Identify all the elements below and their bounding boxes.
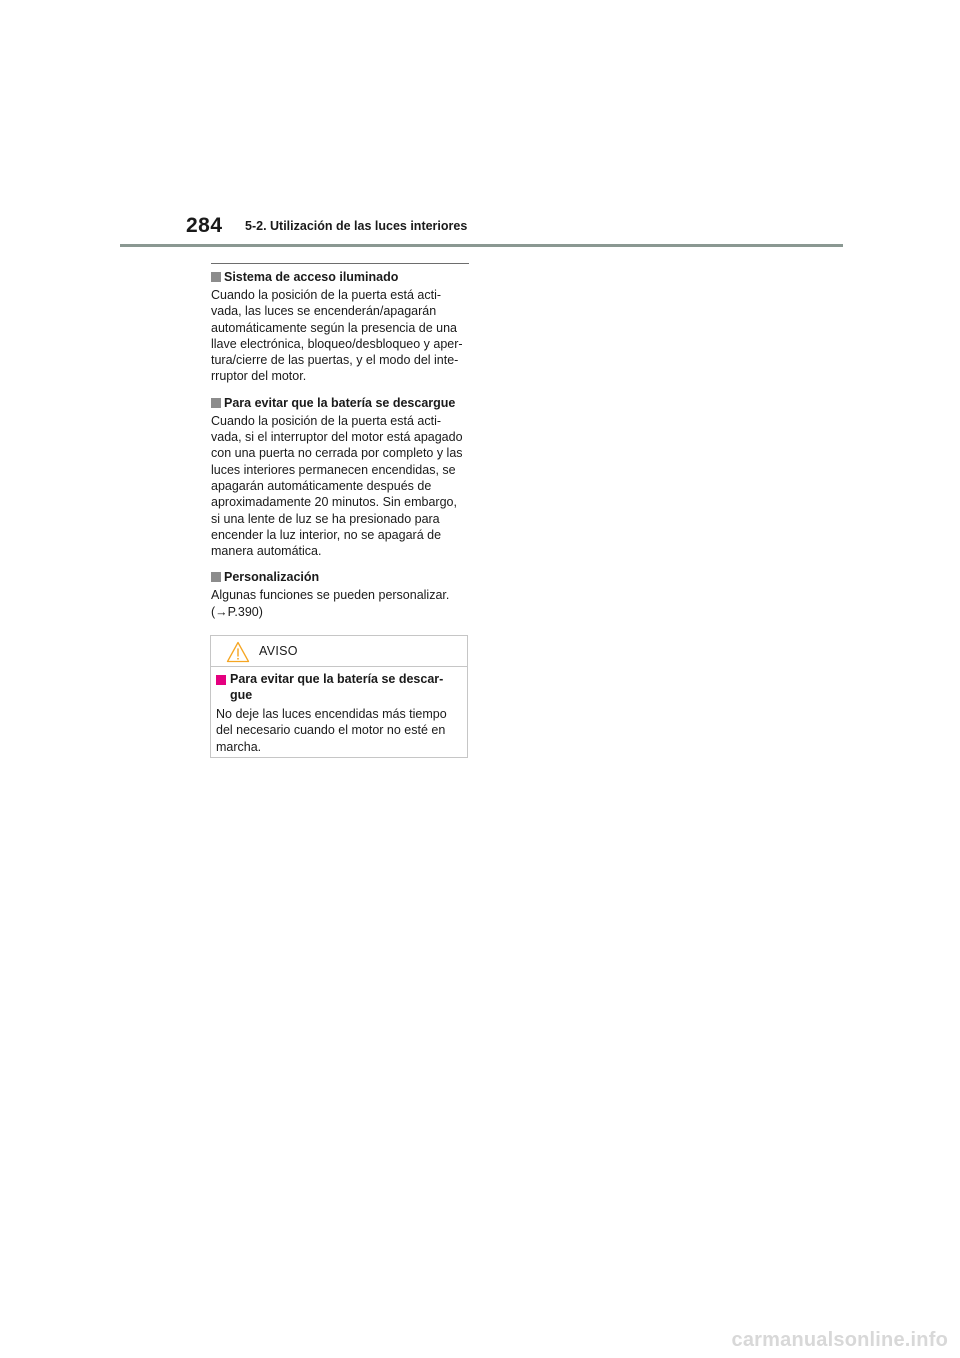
warning-text: No deje las luces encendidas más tiempo del necesario cuando el motor no esté en marcha. [216,707,447,754]
square-bullet-icon [216,675,226,685]
content-top-rule [211,263,469,264]
section-title: 5-2. Utilización de las luces interiores [245,219,468,233]
section-heading: Sistema de acceso iluminado [211,269,469,285]
page-number: 284 [186,214,223,237]
section-body: Cuando la posición de la puerta está acti- vada, si el interruptor del motor está apagado con una puerta no cerrada por completo y las luces interiores permanecen encendidas, se apagarán automáticamente después de aproximadamente 20 minutos. Sin embargo, si una lente de luz se ha presionado para encender la luz interior, no se apagará de manera automática. [211,413,463,559]
section-illuminated-access [211,269,469,385]
section-battery-saver [211,395,469,560]
warning-heading: Para evitar que la batería se descar- gue [216,672,462,703]
square-bullet-icon [211,272,221,282]
section-heading: Personalización [211,569,469,585]
warning-header [211,636,467,667]
section-heading: Para evitar que la batería se descargue [211,395,469,411]
section-customization [211,569,469,620]
section-body: Cuando la posición de la puerta está acti- vada, las luces se encenderán/apagarán automáticamente según la presencia de una llave electrónica, bloqueo/desbloqueo y aper- tura/cierre de las puertas, y el modo del inte- rruptor del motor. [211,288,463,384]
warning-label: AVISO [259,644,298,658]
square-bullet-icon [211,572,221,582]
warning-triangle-icon [226,641,250,663]
warning-box [210,635,468,758]
page-reference-link[interactable]: (→P.390) [211,604,263,619]
main-content [211,263,469,630]
warning-body [211,667,467,755]
square-bullet-icon [211,398,221,408]
section-body: Algunas funciones se pueden personalizar. (→P.390) [211,587,469,620]
watermark: carmanualsonline.info [731,1329,948,1351]
header-rule [120,244,843,247]
